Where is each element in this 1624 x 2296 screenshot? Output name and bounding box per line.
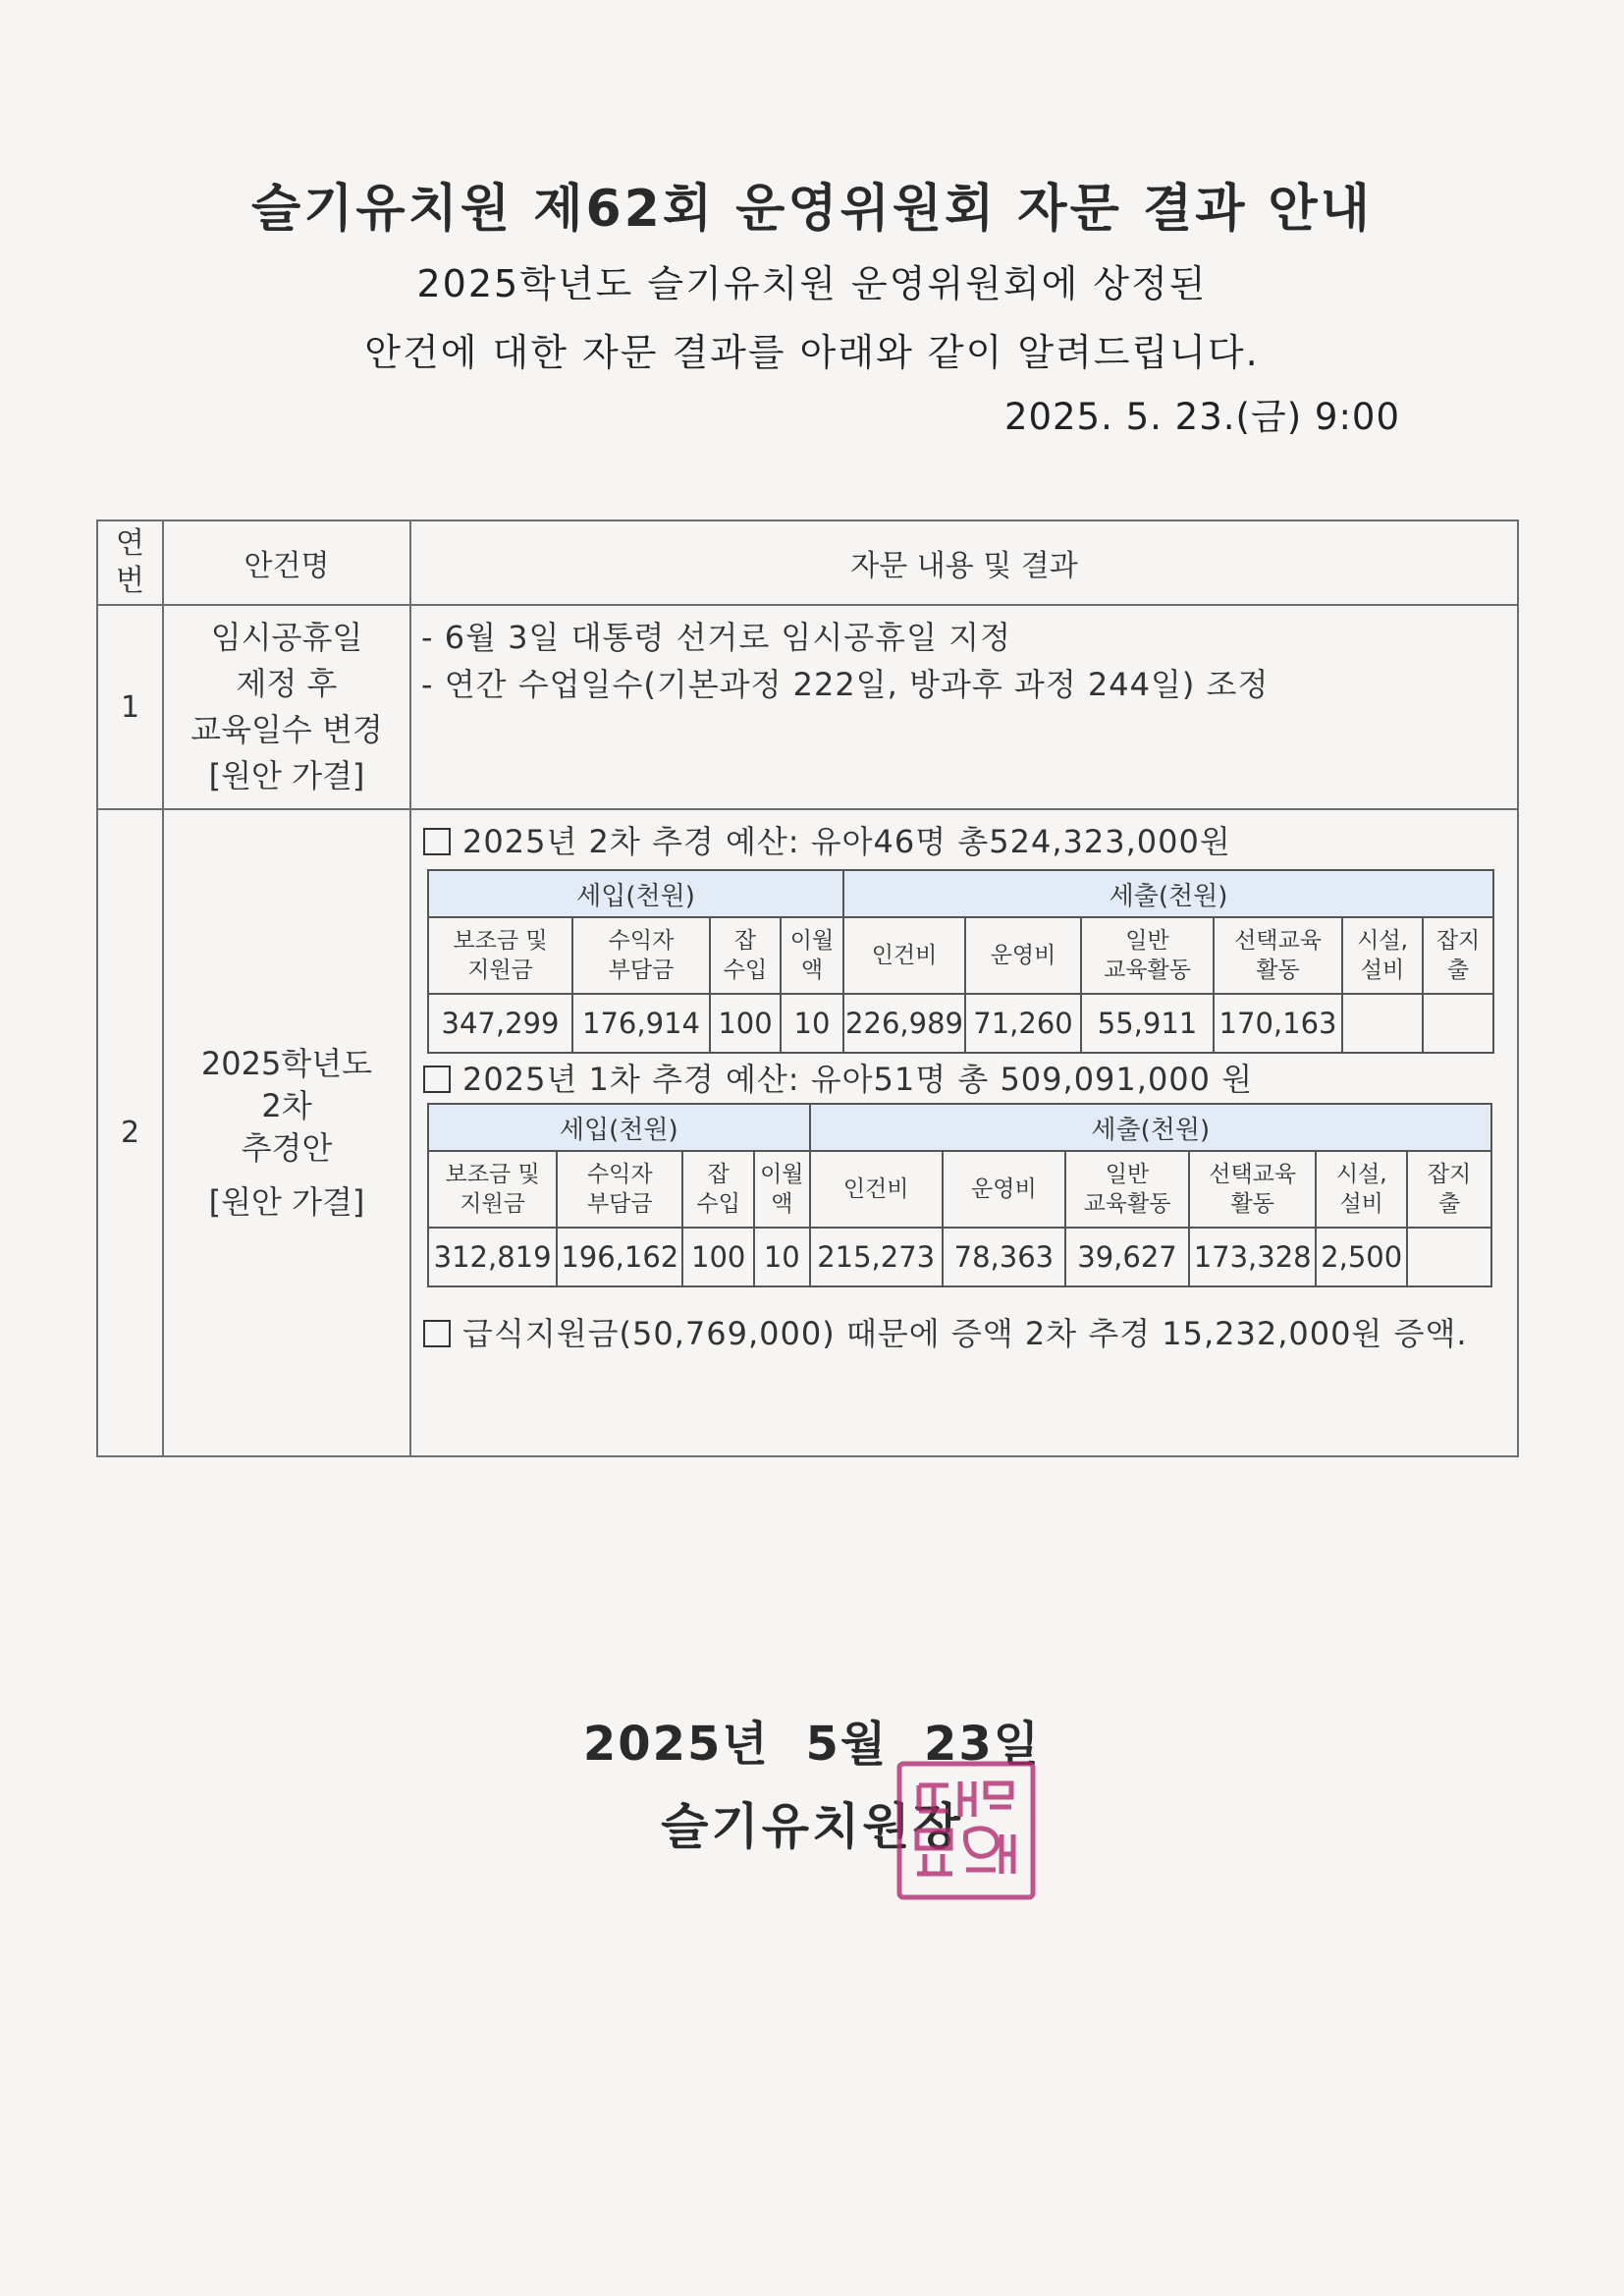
col-carryover: 이월 액 <box>781 917 843 994</box>
signer-name: 슬기유치원장 <box>661 1798 963 1855</box>
results-table-header <box>97 520 1518 605</box>
budget2-title: 2025년 2차 추경 예산: 유아46명 총524,323,000원 <box>411 820 1517 863</box>
budget2-values: 347,299 176,914 100 10 226,989 71,260 55,911 170,163 <box>428 994 1493 1053</box>
content-line: - 6월 3일 대통령 선거로 임시공휴일 지정 <box>421 619 1011 656</box>
header-content: 자문 내용 및 결과 <box>410 520 1518 605</box>
col-operating: 운영비 <box>943 1151 1065 1228</box>
budget1-table <box>427 1103 1492 1287</box>
signature-date: 2025년 5월 23일 <box>582 1717 1042 1772</box>
header-number: 연 번 <box>97 520 163 605</box>
col-beneficiary: 수익자 부담금 <box>557 1151 682 1228</box>
col-subsidy: 보조금 및 지원금 <box>428 1151 557 1228</box>
col-general-edu: 일반 교육활동 <box>1081 917 1214 994</box>
expense-header: 세출(천원) <box>843 870 1493 917</box>
results-table <box>96 519 1519 1457</box>
revenue-header: 세입(천원) <box>428 870 843 917</box>
col-facility: 시설, 설비 <box>1342 917 1423 994</box>
col-elective-edu: 선택교육 활동 <box>1189 1151 1316 1228</box>
official-seal-stamp <box>892 1756 1041 1905</box>
col-subsidy: 보조금 및 지원금 <box>428 917 572 994</box>
checkbox-square-icon <box>423 828 451 855</box>
content-line: - 연간 수업일수(기본과정 222일, 방과후 과정 244일) 조정 <box>421 666 1270 703</box>
col-operating: 운영비 <box>965 917 1081 994</box>
col-misc-income: 잡 수입 <box>710 917 781 994</box>
checkbox-square-icon <box>423 1320 451 1347</box>
col-general-edu: 일반 교육활동 <box>1065 1151 1189 1228</box>
budget2-table <box>427 869 1494 1054</box>
col-misc-income: 잡 수입 <box>682 1151 754 1228</box>
col-personnel: 인건비 <box>843 917 965 994</box>
subtitle-line-1: 2025학년도 슬기유치원 운영위원회에 상정된 <box>416 262 1208 305</box>
col-elective-edu: 선택교육 활동 <box>1214 917 1342 994</box>
meeting-datetime: 2025. 5. 23.(금) 9:00 <box>1003 396 1400 438</box>
col-beneficiary: 수익자 부담금 <box>572 917 710 994</box>
col-misc-expense: 잡지 출 <box>1423 917 1493 994</box>
row-number: 1 <box>97 605 163 809</box>
agenda-content <box>410 605 1518 809</box>
budget1-title: 2025년 1차 추경 예산: 유아51명 총 509,091,000 원 <box>411 1060 1517 1099</box>
row-number: 2 <box>97 809 163 1456</box>
col-facility: 시설, 설비 <box>1316 1151 1407 1228</box>
col-misc-expense: 잡지 출 <box>1407 1151 1491 1228</box>
header-agenda-name: 안건명 <box>163 520 410 605</box>
col-carryover: 이월 액 <box>754 1151 810 1228</box>
table-row <box>97 809 1518 1456</box>
col-personnel: 인건비 <box>810 1151 943 1228</box>
supplement-note: 급식지원금(50,769,000) 때문에 증액 2차 추경 15,232,000원 증액. <box>411 1309 1517 1354</box>
subtitle-line-2: 안건에 대한 자문 결과를 아래와 같이 알려드립니다. <box>364 331 1260 374</box>
agenda-name: 2025학년도 2차 추경안 [원안 가결] <box>163 809 410 1456</box>
document-title: 슬기유치원 제62회 운영위원회 자문 결과 안내 <box>250 180 1374 239</box>
revenue-header: 세입(천원) <box>428 1104 810 1151</box>
checkbox-square-icon <box>423 1066 451 1093</box>
agenda-content <box>410 809 1518 1456</box>
budget1-values: 312,819 196,162 100 10 215,273 78,363 39,627 173,328 2,500 <box>428 1228 1491 1286</box>
table-row <box>97 605 1518 809</box>
agenda-name: 임시공휴일 제정 후 교육일수 변경 [원안 가결] <box>163 605 410 809</box>
expense-header: 세출(천원) <box>810 1104 1491 1151</box>
